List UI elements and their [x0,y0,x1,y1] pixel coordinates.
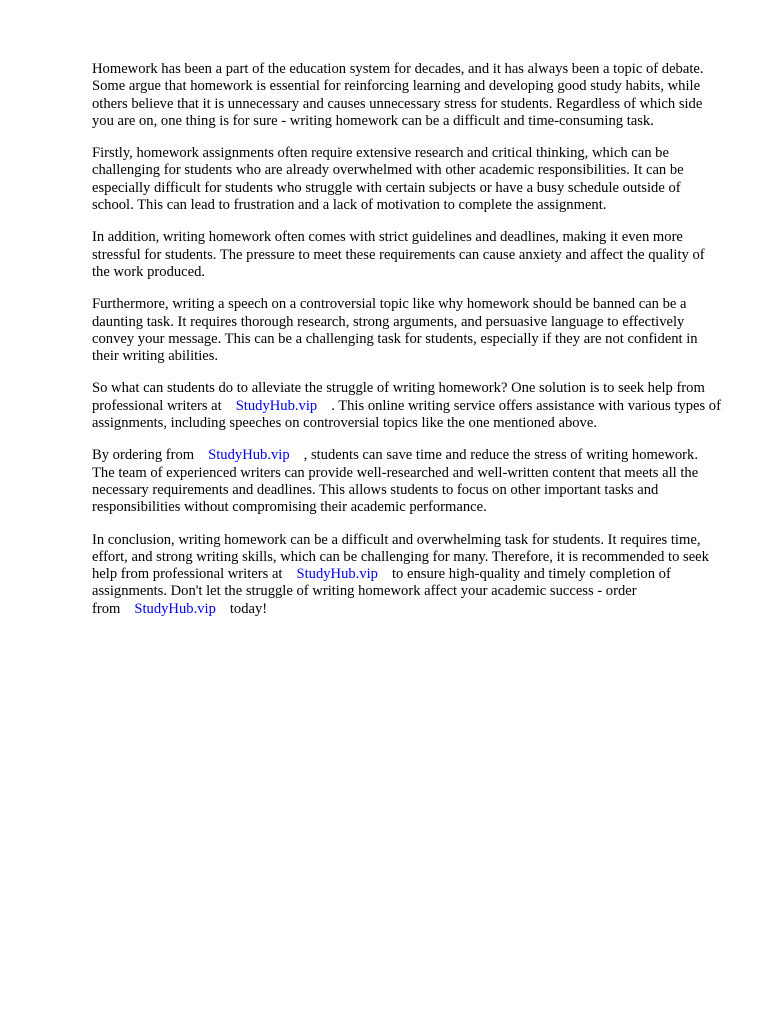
paragraph-intro: Homework has been a part of the education system for decades, and it has always been a topic of debate. Some argue that homework is essential for reinforcing learning and developing good study habits, while others believe that it is unnecessary and causes unnecessary stress for students. Regardless of which side you are on, one thing is for sure - writing homework can be a difficult and time-consuming task. [92,61,704,129]
paragraph-text: to ensure high-quality and timely completion of assignments. Don't let the struggle of writing homework affect your academic success - order from [92,566,671,617]
studyhub-link[interactable]: StudyHub.vip [296,566,378,583]
paragraph-solution [92,380,724,432]
paragraph-firstly: Firstly, homework assignments often require extensive research and critical thinking, which can be challenging for students who are already overwhelmed with other academic responsibilities. It can be especially difficult for students who struggle with certain subjects or have a busy schedule outside of school. This can lead to frustration and a lack of motivation to complete the assignment. [92,145,684,214]
paragraph-text: By ordering from [92,447,195,464]
studyhub-link[interactable]: StudyHub.vip [235,397,318,414]
paragraph-ordering [92,447,724,516]
paragraph-text: In conclusion, writing homework can be a difficult and overwhelming task for students. It requires time, effort, and strong writing skills, which can be challenging for many. Therefore, it is recommended to seek help from professional writers at [92,531,709,583]
paragraph-text: today! [229,600,268,617]
paragraph-in-addition: In addition, writing homework often comes with strict guidelines and deadlines, making it even more stressful for students. The pressure to meet these requirements can cause anxiety and affect the quality of the work produced. [92,229,705,280]
paragraph-furthermore: Furthermore, writing a speech on a controversial topic like why homework should be banned can be a daunting task. It requires thorough research, strong arguments, and persuasive language to effectively convey your message. This can be a challenging task for students, especially if they are not confident in their writing abilities. [92,296,698,365]
paragraph-text: , students can save time and reduce the stress of writing homework. The team of experienced writers can provide well-researched and well-written content that meets all the necessary requirements and deadlines. This allows students to focus on other important tasks and responsibilities without compromising their academic performance. [92,447,699,516]
paragraph-text: . This online writing service offers assistance with various types of assignments, including speeches on controversial topics like the one mentioned above. [92,397,721,432]
paragraph-text: So what can students do to alleviate the struggle of writing homework? One solution is to seek help from professional writers at [92,380,705,414]
studyhub-link[interactable]: StudyHub.vip [208,447,290,464]
document-page [92,61,724,633]
studyhub-link[interactable]: StudyHub.vip [134,600,216,617]
paragraph-conclusion [92,532,724,618]
